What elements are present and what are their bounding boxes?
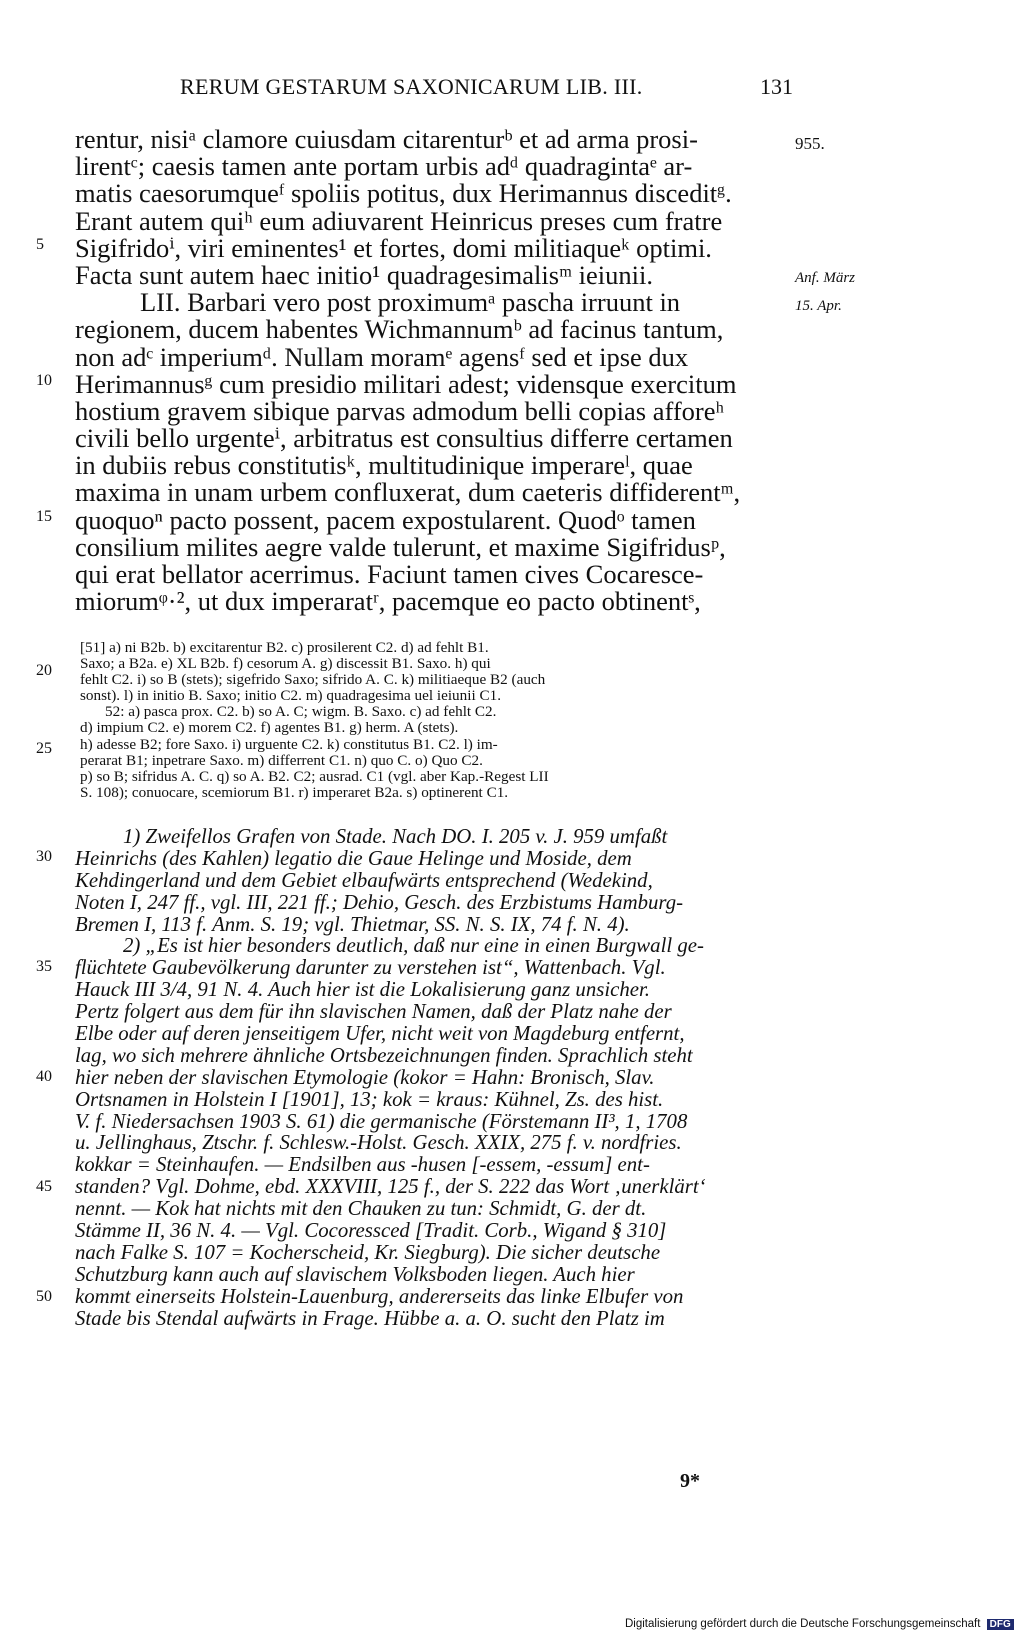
note-line: 1) Zweifellos Grafen von Stade. Nach DO. I. 205 v. J. 959 umfaßt [123,825,668,848]
main-line: non adᶜ imperiumᵈ. Nullam moramᵉ agensᶠ sed et ipse dux [75,341,689,372]
note-line: kokkar = Steinhaufen. — Endsilben aus -husen [-essem, -essum] ent- [75,1153,650,1177]
main-line: rentur, nisiᵃ clamore cuiusdam citarenturᵇ et ad arma prosi- [75,124,698,154]
note-line: hier neben der slavischen Etymologie (kokor = Hahn: Bronisch, Slav. [75,1065,655,1089]
margin-date: Anf. März [795,270,855,286]
main-line: matis caesorumqueᶠ spoliis potitus, dux Herimannus disceditᵍ. [75,178,732,209]
footer-text: Digitalisierung gefördert durch die Deutsche Forschungsgemeinschaft [625,1618,981,1630]
note-line: Bremen I, 113 f. Anm. S. 19; vgl. Thietmar, SS. N. S. IX, 74 f. N. 4). [75,912,630,936]
main-line: Sigifridoⁱ, viri eminentes¹ et fortes, domi militiaqueᵏ optimi. [75,232,712,263]
line-number: 5 [36,236,44,253]
note-line: Kehdingerland und dem Gebiet elbaufwärts entsprechend (Wedekind, [75,868,653,892]
main-line: quoquoⁿ pacto possent, pacem expostularent. Quodᵒ tamen [75,504,696,535]
note-line: Noten I, 247 ff., vgl. III, 221 ff.; Dehio, Gesch. des Erzbistums Hamburg- [75,890,684,914]
note-line: 2) „Es ist hier besonders deutlich, daß nur eine in einen Burgwall ge- [123,934,704,958]
note-line: nach Falke S. 107 = Kocherscheid, Kr. Siegburg). Die sicher deutsche [75,1240,661,1264]
note-line: Stade bis Stendal aufwärts in Frage. Hübbe a. a. O. sucht den Platz im [75,1306,665,1330]
note-line: Ortsnamen in Holstein I [1901], 13; kok = kraus: Kühnel, Zs. des hist. [75,1087,664,1111]
note-line: Elbe oder auf deren jenseitigem Ufer, nicht weit von Magdeburg entfernt, [75,1022,685,1046]
running-title: RERUM GESTARUM SAXONICARUM LIB. III. [180,74,643,99]
note-line: Schutzburg kann auch auf slavischem Volksboden liegen. Auch hier [75,1262,635,1286]
note-line: Hauck III 3/4, 91 N. 4. Auch hier ist die Lokalisierung ganz unsicher. [75,978,650,1002]
line-number: 10 [36,372,52,389]
signature-mark: 9* [680,1470,700,1492]
line-number: 45 [36,1178,52,1195]
apparatus-line: h) adesse B2; fore Saxo. i) urguente C2. k) constitutus B1. C2. l) im- [80,735,498,753]
main-line: qui erat bellator acerrimus. Faciunt tamen cives Cocaresce- [75,559,704,589]
note-line: Heinrichs (des Kahlen) legatio die Gaue Helinge und Moside, dem [75,846,632,870]
line-number: 25 [36,740,52,757]
note-line: nennt. — Kok hat nichts mit den Chauken zu tun: Schmidt, G. der dt. [75,1197,647,1221]
note-line: kommt einerseits Holstein-Lauenburg, andererseits das linke Elbufer von [75,1284,684,1308]
line-number: 40 [36,1068,52,1085]
note-line: lag, wo sich mehrere ähnliche Ortsbezeichnungen finden. Sprachlich steht [75,1043,693,1067]
main-text [75,126,795,615]
main-line: Facta sunt autem haec initio¹ quadragesimalisᵐ ieiunii. [75,259,653,290]
main-line: hostium gravem sibique parvas admodum belli copias afforeʰ [75,395,725,426]
line-number: 15 [36,508,52,525]
apparatus-line: [51] a) ni B2b. b) excitarentur B2. c) prosilerent C2. d) ad fehlt B1. [80,639,489,656]
margin-date: 15. Apr. [795,298,842,314]
main-line: regionem, ducem habentes Wichmannumᵇ ad facinus tantum, [75,314,724,345]
apparatus-line: perarat B1; inpetrare Saxo. m) differrent C1. n) quo C. o) Quo C2. [80,751,483,769]
apparatus-line: 52: a) pasca prox. C2. b) so A. C; wigm. B. Saxo. c) ad fehlt C2. [105,703,497,721]
historical-notes [75,826,795,1329]
main-line: maxima in unam urbem confluxerat, dum caeteris diffiderentᵐ, [75,477,741,508]
main-line: Erant autem quiʰ eum adiuvarent Heinricus preses cum fratre [75,205,723,236]
line-number: 35 [36,958,52,975]
note-line: Stämme II, 36 N. 4. — Vgl. Cocoressced [Tradit. Corb., Wigand § 310] [75,1219,667,1243]
line-number: 30 [36,848,52,865]
main-line: LII. Barbari vero post proximumᵃ pascha irruunt in [140,287,681,318]
line-number: 20 [36,662,52,679]
apparatus-line: d) impium C2. e) morem C2. f) agentes B1. g) herm. A (stets). [80,719,459,737]
note-line: Pertz folgert aus dem für ihn slavischen Namen, daß der Platz nahe der [75,1000,672,1024]
line-number: 50 [36,1288,52,1305]
main-line: consilium milites aegre valde tulerunt, et maxime Sigifridusᵖ, [75,531,726,562]
main-line: civili bello urgenteⁱ, arbitratus est consultius differre certamen [75,423,733,454]
apparatus-line: fehlt C2. i) so B (stets); sigefrido Saxo; sifrido A. C. k) militiaeque B2 (auch [80,671,546,689]
margin-year: 955. [795,134,825,153]
apparatus-line: sonst). l) in initio B. Saxo; initio C2. m) quadragesima uel ieiunii C1. [80,687,502,705]
page-number: 131 [760,74,793,99]
apparatus-line: p) so B; sifridus A. C. q) so A. B2. C2; ausrad. C1 (vgl. aber Kap.-Regest LII [80,767,549,785]
note-line: V. f. Niedersachsen 1903 S. 61) die germanische (Förstemann II³, 1, 1708 [75,1109,688,1133]
main-line: miorumᵠ·², ut dux imperaratʳ, pacemque eo pacto obtinentˢ, [75,586,701,617]
dfg-logo: DFG [987,1619,1014,1630]
main-line: in dubiis rebus constitutisᵏ, multitudinique imperareˡ, quae [75,450,693,481]
critical-apparatus [80,640,795,801]
main-line: lirentᶜ; caesis tamen ante portam urbis adᵈ quadragintaᵉ ar- [75,151,693,182]
note-line: u. Jellinghaus, Ztschr. f. Schlesw.-Holst. Gesch. XXIX, 275 f. v. nordfries. [75,1131,682,1155]
apparatus-line: Saxo; a B2a. e) XL B2b. f) cesorum A. g) discessit B1. Saxo. h) qui [80,655,491,673]
note-line: standen? Vgl. Dohme, ebd. XXXVIII, 125 f., der S. 222 das Wort ‚unerklärt‘ [75,1175,706,1199]
main-line: Herimannusᵍ cum presidio militari adest; vidensque exercitum [75,368,737,399]
note-line: flüchtete Gaubevölkerung darunter zu verstehen ist“, Wattenbach. Vgl. [75,956,666,980]
apparatus-line: S. 108); conuocare, scemiorum B1. r) imperaret B2a. s) optinerent C1. [80,783,509,801]
footer-credit [625,1618,1014,1630]
